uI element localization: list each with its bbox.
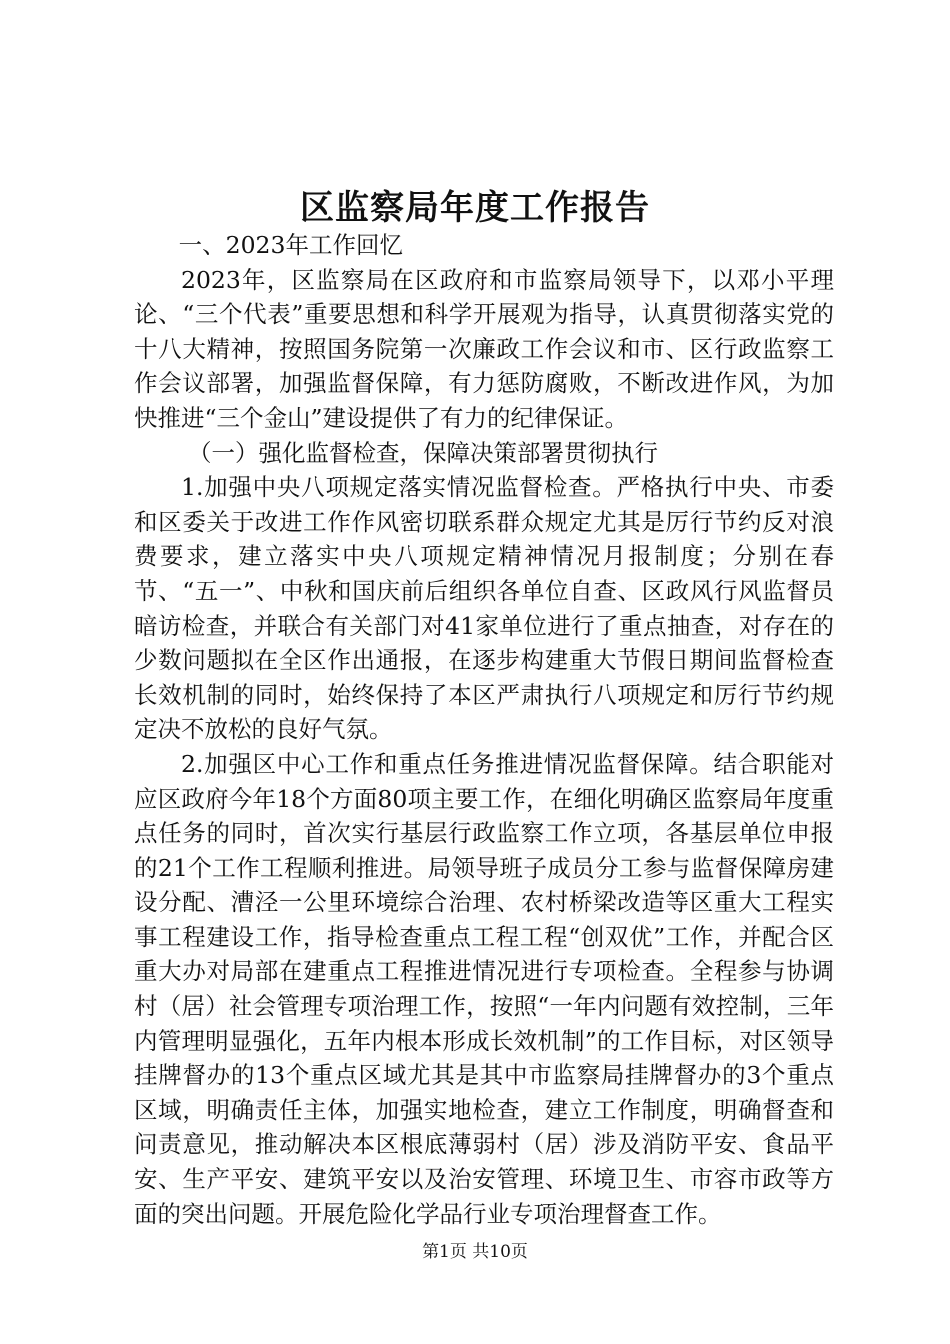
item-1-paragraph: 1.加强中央八项规定落实情况监督检查。严格执行中央、市委和区委关于改进工作作风密切联系群众规定尤其是厉行节约反对浪费要求，建立落实中央八项规定精神情况月报制度；分别在春节、“五一”、中秋和国庆前后组织各单位自查、区政风行风监督员暗访检查，并联合有关部门对41家单位进行了重点抽查，对存在的少数问题拟在全区作出通报，在逐步构建重大节假日期间监督检查长效机制的同时，始终保持了本区严肃执行八项规定和厉行节约规定决不放松的良好气氛。	[134, 473, 834, 744]
document-body	[134, 228, 834, 1231]
intro-paragraph: 2023年，区监察局在区政府和市监察局领导下，以邓小平理论、“三个代表”重要思想和科学开展观为指导，认真贯彻落实党的十八大精神，按照国务院第一次廉政工作会议和市、区行政监察工作会议部署，加强监督保障，有力惩防腐败，不断改进作风，为加快推进“三个金山”建设提供了有力的纪律保证。	[134, 265, 834, 432]
item-2-paragraph: 2.加强区中心工作和重点任务推进情况监督保障。结合职能对应区政府今年18个方面80项主要工作，在细化明确区监察局年度重点任务的同时，首次实行基层行政监察工作立项，各基层单位申报的21个工作工程顺利推进。局领导班子成员分工参与监督保障房建设分配、漕泾一公里环境综合治理、农村桥梁改造等区重大工程实事工程建设工作，指导检查重点工程工程“创双优”工作，并配合区重大办对局部在建重点工程推进情况进行专项检查。全程参与协调村（居）社会管理专项治理工作，按照“一年内问题有效控制，三年内管理明显强化，五年内根本形成长效机制”的工作目标，对区领导挂牌督办的13个重点区域尤其是其中市监察局挂牌督办的3个重点区域，明确责任主体，加强实地检查，建立工作制度，明确督查和问责意见，推动解决本区根底薄弱村（居）涉及消防平安、食品平安、生产平安、建筑平安以及治安管理、环境卫生、市容市政等方面的突出问题。开展危险化学品行业专项治理督查工作。	[134, 749, 834, 1228]
document-title: 区监察局年度工作报告	[300, 188, 650, 228]
subsection-heading: （一）强化监督检查，保障决策部署贯彻执行	[188, 438, 659, 467]
page-footer: 第1页 共10页	[422, 1242, 528, 1262]
section-heading: 一、2023年工作回忆	[178, 231, 403, 259]
